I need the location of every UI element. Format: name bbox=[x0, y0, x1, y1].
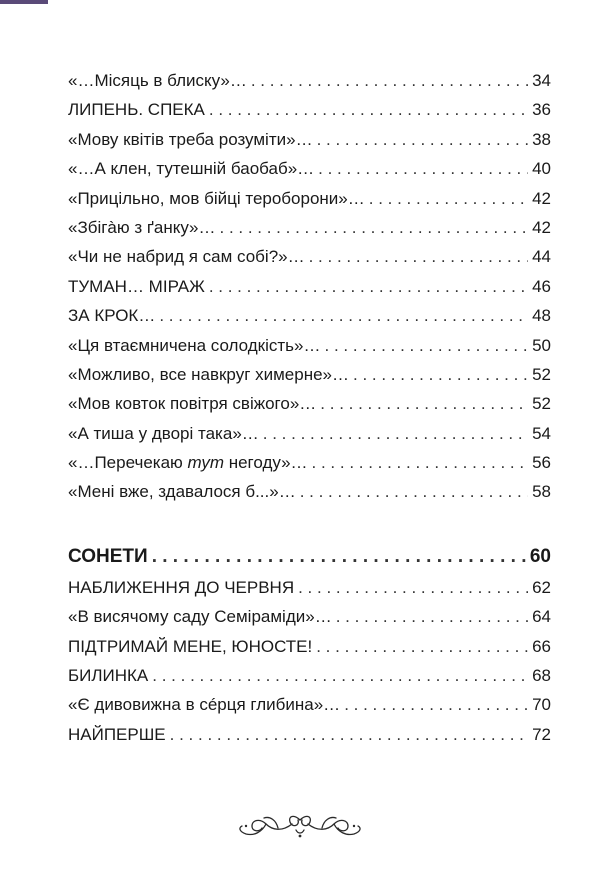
toc-entry[interactable] bbox=[68, 95, 551, 124]
toc-entry-page: 64 bbox=[532, 607, 551, 627]
table-of-contents bbox=[68, 66, 551, 749]
toc-entry[interactable] bbox=[68, 477, 551, 506]
dot-leader bbox=[220, 213, 529, 242]
toc-entry[interactable] bbox=[68, 360, 551, 389]
flourish-ornament-icon bbox=[232, 806, 368, 846]
toc-entry[interactable] bbox=[68, 389, 551, 418]
dot-leader bbox=[320, 389, 528, 418]
toc-entry[interactable] bbox=[68, 301, 551, 330]
toc-entry-title: «А тиша у дворі така»… bbox=[68, 423, 259, 443]
toc-entry[interactable] bbox=[68, 213, 551, 242]
toc-entry[interactable] bbox=[68, 602, 551, 631]
toc-entry-title: НАБЛИЖЕННЯ ДО ЧЕРВНЯ bbox=[68, 577, 295, 597]
toc-entry[interactable] bbox=[68, 690, 551, 719]
toc-entry-title: ЛИПЕНЬ. СПЕКА bbox=[68, 100, 205, 120]
toc-entry-page: 38 bbox=[532, 129, 551, 149]
toc-entry[interactable] bbox=[68, 66, 551, 95]
toc-entry[interactable] bbox=[68, 242, 551, 271]
toc-entry-page: 56 bbox=[532, 453, 551, 473]
toc-entry-page: 34 bbox=[532, 71, 551, 90]
toc-entry-page: 72 bbox=[532, 724, 551, 744]
toc-entry-title: «Мову квітів треба розуміти»… bbox=[68, 129, 313, 149]
toc-entry-page: 48 bbox=[532, 306, 551, 326]
dot-leader bbox=[344, 690, 528, 719]
toc-entry-page: 42 bbox=[532, 188, 551, 208]
dot-leader bbox=[353, 360, 528, 389]
dot-leader bbox=[209, 272, 528, 301]
section-page: 60 bbox=[529, 545, 551, 567]
toc-entry-title: ЗА КРОК… bbox=[68, 306, 156, 326]
section-spacer bbox=[68, 507, 551, 541]
toc-entry[interactable] bbox=[68, 573, 551, 602]
toc-section-heading[interactable] bbox=[68, 541, 551, 573]
dot-leader bbox=[298, 573, 528, 602]
toc-entry-page: 46 bbox=[532, 276, 551, 296]
toc-entry[interactable] bbox=[68, 720, 551, 749]
dot-leader bbox=[152, 661, 528, 690]
dot-leader bbox=[318, 154, 528, 183]
toc-entry-title: «Є дивовижна в сéрця глибина»… bbox=[68, 695, 341, 715]
dot-leader bbox=[152, 541, 526, 573]
toc-entry[interactable] bbox=[68, 419, 551, 448]
dot-leader bbox=[300, 477, 528, 506]
toc-entry-page: 44 bbox=[532, 247, 551, 267]
toc-entry-title: «…А клен, тутешній баобаб»… bbox=[68, 159, 315, 179]
toc-entry[interactable] bbox=[68, 184, 551, 213]
toc-entry-page: 40 bbox=[532, 159, 551, 179]
toc-entry-page: 42 bbox=[532, 217, 551, 237]
section-title: СОНЕТИ bbox=[68, 545, 148, 567]
toc-entry-title: «Мов ковток повітря свіжого»… bbox=[68, 394, 317, 414]
dot-leader bbox=[263, 419, 528, 448]
toc-entry-page: 52 bbox=[532, 394, 551, 414]
toc-entry-title: «Прицільно, мов бійці тероборони»… bbox=[68, 188, 365, 208]
toc-entry-page: 62 bbox=[532, 577, 551, 597]
toc-entry-title: «…Перечекаю тут негоду»… bbox=[68, 453, 308, 473]
toc-entry[interactable] bbox=[68, 125, 551, 154]
page-edge-mark bbox=[0, 0, 48, 4]
toc-entry-title: БИЛИНКА bbox=[68, 666, 149, 686]
dot-leader bbox=[317, 125, 529, 154]
toc-entry-page: 36 bbox=[532, 100, 551, 120]
toc-entry-title: «В висячому саду Семіраміди»… bbox=[68, 607, 332, 627]
toc-entry-title: НАЙПЕРШЕ bbox=[68, 724, 166, 744]
toc-entry-page: 68 bbox=[532, 666, 551, 686]
toc-entry[interactable] bbox=[68, 331, 551, 360]
toc-entry-title: «Ця втаємничена солодкість»… bbox=[68, 335, 321, 355]
toc-entry-page: 66 bbox=[532, 636, 551, 656]
toc-entry-title: ПІДТРИМАЙ МЕНЕ, ЮНОСТЕ! bbox=[68, 636, 313, 656]
toc-entry-page: 70 bbox=[532, 695, 551, 715]
toc-entry-title: «Збігàю з ґанку»… bbox=[68, 217, 216, 237]
toc-entry[interactable] bbox=[68, 272, 551, 301]
toc-entry[interactable] bbox=[68, 632, 551, 661]
dot-leader bbox=[159, 301, 528, 330]
toc-entry[interactable] bbox=[68, 154, 551, 183]
dot-leader bbox=[251, 66, 528, 95]
dot-leader bbox=[209, 95, 528, 124]
dot-leader bbox=[369, 184, 528, 213]
toc-entry-title: ТУМАН… МІРАЖ bbox=[68, 276, 205, 296]
dot-leader bbox=[312, 448, 529, 477]
toc-entry-page: 54 bbox=[532, 423, 551, 443]
dot-leader bbox=[325, 331, 529, 360]
dot-leader bbox=[316, 632, 528, 661]
toc-entry[interactable] bbox=[68, 448, 551, 477]
toc-entry-page: 52 bbox=[532, 364, 551, 384]
toc-entry-title: «Чи не набрид я сам собі?»… bbox=[68, 247, 305, 267]
toc-entry-title: «Можливо, все навкруг химерне»… bbox=[68, 364, 350, 384]
toc-entry[interactable] bbox=[68, 661, 551, 690]
toc-entry-title: «…Місяць в блиску»… bbox=[68, 71, 247, 90]
dot-leader bbox=[309, 242, 528, 271]
toc-entry-page: 50 bbox=[532, 335, 551, 355]
toc-entry-title: «Мені вже, здавалося б...»… bbox=[68, 482, 296, 502]
dot-leader bbox=[170, 720, 528, 749]
dot-leader bbox=[336, 602, 528, 631]
toc-entry-page: 58 bbox=[532, 482, 551, 502]
